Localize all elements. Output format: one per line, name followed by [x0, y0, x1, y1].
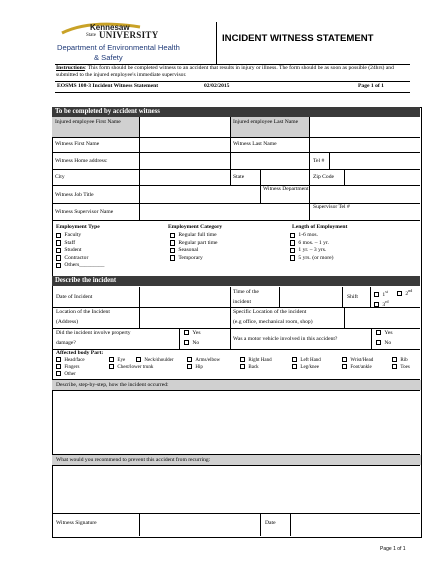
motor-no[interactable]: No [376, 340, 391, 347]
logo [60, 21, 159, 43]
prevent-field[interactable] [53, 466, 419, 513]
city-label: City [55, 174, 65, 180]
injured-last-label: Injured employee Last Name [233, 119, 299, 125]
checkbox-icon [290, 248, 295, 253]
length-option[interactable]: 1 yr. – 3 yrs. [290, 247, 334, 254]
body-part-option[interactable]: Wrist/Head [342, 357, 373, 364]
date-label: Date of Incident [56, 294, 93, 300]
employment-type-options [56, 232, 104, 269]
body-part-option[interactable]: Neck/shoulder [136, 357, 174, 364]
property-no[interactable]: No [184, 340, 199, 347]
employment-type-heading: Employment Type [56, 224, 100, 230]
signature-date-field[interactable] [291, 514, 418, 535]
checkbox-icon [56, 371, 61, 376]
job-title-label: Witness Job Title [55, 192, 94, 198]
specific-location-label: Specific Location of the incident (e.g office, mechanical room, shop) [233, 309, 313, 325]
injured-first-field[interactable] [140, 117, 229, 137]
employment-length-heading: Length of Employment [292, 224, 348, 230]
length-option[interactable]: 1-6 mos. [290, 232, 334, 239]
body-part-option[interactable]: Arms/elbow [187, 357, 220, 364]
department-line2: & Safety [94, 53, 123, 62]
injured-last-field[interactable] [310, 117, 418, 137]
form-code: EOSMS 108-3 Incident Witness Statement [57, 83, 159, 89]
checkbox-icon [170, 240, 175, 245]
form-title: INCIDENT WITNESS STATEMENT [222, 33, 374, 44]
checkbox-icon [342, 364, 347, 369]
date-field[interactable] [140, 287, 229, 307]
motor-vehicle-label: Was a motor vehicle involved in this accident? [233, 336, 338, 342]
checkbox-icon [397, 291, 402, 296]
property-damage-label: Did the incident involve property damage? [56, 330, 131, 346]
injured-first-label: Injured employee First Name [55, 119, 121, 125]
section-incident-heading: Describe the incident [52, 276, 420, 286]
form-date: 02/02/2015 [204, 83, 230, 89]
instructions-label: Instructions [56, 65, 85, 71]
checkbox-icon [170, 248, 175, 253]
describe-field[interactable] [53, 391, 419, 454]
city-field[interactable] [140, 170, 229, 184]
type-option[interactable]: Others_________ [56, 262, 104, 269]
form-page: Page 1 of 1 [358, 83, 384, 89]
footer-page: Page 1 of 1 [380, 546, 406, 552]
employment-length-options [290, 232, 334, 261]
zip-label: Zip Code [313, 174, 334, 180]
checkbox-icon [392, 357, 397, 362]
prevent-label: What would you recommend to prevent this accident from recurring: [52, 455, 421, 465]
shift-label: Shift [347, 294, 358, 300]
checkbox-icon [109, 357, 114, 362]
checkbox-icon [187, 364, 192, 369]
logo-top: Kennesaw [90, 23, 130, 32]
time-label: Time of the incident [233, 289, 259, 305]
checkbox-icon [187, 357, 192, 362]
category-option[interactable]: Temporary [170, 255, 218, 262]
checkbox-icon [374, 292, 379, 297]
length-option[interactable]: 6 mos. – 1 yr. [290, 240, 334, 247]
department-field[interactable] [310, 186, 418, 202]
state-label: State [233, 174, 245, 180]
type-option[interactable]: Faculty [56, 232, 104, 239]
logo-state: State [86, 33, 96, 38]
checkbox-icon [240, 364, 245, 369]
body-part-option[interactable]: Left Hand [292, 357, 321, 364]
specific-location-field[interactable] [345, 308, 418, 328]
body-part-option[interactable]: Rib [392, 357, 408, 364]
body-parts-heading: Affected body Part: [56, 350, 104, 356]
witness-first-label: Witness First Name [55, 141, 100, 147]
zip-field[interactable] [345, 170, 418, 184]
type-option[interactable]: Student [56, 247, 104, 254]
checkbox-icon [56, 364, 61, 369]
body-part-option[interactable]: Right Hand [240, 357, 272, 364]
body-parts-row-2 [56, 364, 416, 371]
checkbox-icon [290, 240, 295, 245]
body-part-option[interactable]: Fingers [56, 364, 79, 371]
job-title-field[interactable] [140, 186, 259, 202]
home-address-label: Witness Home address: [55, 158, 108, 164]
location-label: Location of the Incident (Address) [56, 309, 110, 325]
time-field[interactable] [280, 287, 342, 307]
checkbox-icon [109, 364, 114, 369]
state-field[interactable] [261, 170, 309, 184]
location-field[interactable] [140, 308, 229, 328]
body-parts-row-1 [56, 357, 416, 364]
checkbox-icon [290, 255, 295, 260]
checkbox-icon [170, 255, 175, 260]
describe-label: Describe, step-by-step, how the incident occurred: [52, 380, 421, 390]
checkbox-icon [56, 357, 61, 362]
supervisor-tel-field[interactable] [348, 204, 418, 220]
checkbox-icon [392, 364, 397, 369]
type-option[interactable]: Contractor [56, 255, 104, 262]
supervisor-tel-label: Supervisor Tel # [313, 204, 350, 210]
witness-last-label: Witness Last Name [233, 141, 277, 147]
shift-option-1[interactable]: 1st [374, 289, 388, 298]
instructions-text: : This form should be completed witness to an accident that results in injury or illness. The form should be as soon as possible (24hrs) and submitted to the injured employee's immediate supervisor. [56, 65, 394, 78]
category-option[interactable]: Regular full time [170, 232, 218, 239]
length-option[interactable]: 5 yrs. (or more) [290, 255, 334, 262]
supervisor-name-label: Witness Supervisor Name [55, 209, 114, 215]
checkbox-icon [56, 248, 61, 253]
home-address-field[interactable] [140, 153, 309, 168]
logo-university: UNIVERSITY [99, 30, 159, 40]
checkbox-icon [56, 240, 61, 245]
signature-label: Witness Signature [56, 520, 97, 526]
checkbox-icon [292, 357, 297, 362]
category-option[interactable]: Seasonal [170, 247, 218, 254]
checkbox-icon [240, 357, 245, 362]
department-line1: Department of Environmental Health [57, 43, 180, 52]
body-part-option[interactable]: Chest/lower trunk [109, 364, 153, 371]
shift-option-2[interactable]: 2nd [397, 288, 412, 297]
body-part-option[interactable]: Foot/ankle [342, 364, 372, 371]
checkbox-icon [184, 330, 189, 335]
body-part-option[interactable]: Eye [109, 357, 125, 364]
employment-category-heading: Employment Category [168, 224, 223, 230]
property-yes[interactable]: Yes [184, 330, 201, 337]
type-option[interactable]: Staff [56, 240, 104, 247]
tel-label: Tel # [313, 158, 325, 164]
checkbox-icon [170, 233, 175, 238]
body-part-option[interactable]: Hip [187, 364, 203, 371]
checkbox-icon [56, 263, 61, 268]
section-witness-heading: To be completed by accident witness [52, 107, 420, 117]
supervisor-name-field[interactable] [140, 204, 309, 220]
checkbox-icon [136, 357, 141, 362]
signature-field[interactable] [140, 514, 259, 535]
body-part-option[interactable]: Back [240, 364, 259, 371]
employment-category-options [170, 232, 218, 261]
witness-last-field[interactable] [310, 138, 418, 152]
checkbox-icon [290, 233, 295, 238]
checkbox-icon [184, 340, 189, 345]
shift-option-3[interactable]: 3rd [374, 299, 389, 308]
checkbox-icon [376, 340, 381, 345]
checkbox-icon [376, 330, 381, 335]
tel-field[interactable] [330, 153, 418, 168]
instructions [56, 65, 408, 78]
body-part-option[interactable]: Toes [392, 364, 410, 371]
checkbox-icon [342, 357, 347, 362]
checkbox-icon [56, 255, 61, 260]
signature-date-label: Date [265, 520, 276, 526]
witness-first-field[interactable] [140, 138, 229, 152]
body-part-other[interactable]: Other [56, 371, 76, 378]
checkbox-icon [292, 364, 297, 369]
body-part-option[interactable]: Leg/knee [292, 364, 319, 371]
category-option[interactable]: Regular part time [170, 240, 218, 247]
department-label: Witness Department [263, 186, 309, 192]
body-part-option[interactable]: Head/face [56, 357, 85, 364]
motor-yes[interactable]: Yes [376, 330, 393, 337]
checkbox-icon [56, 233, 61, 238]
